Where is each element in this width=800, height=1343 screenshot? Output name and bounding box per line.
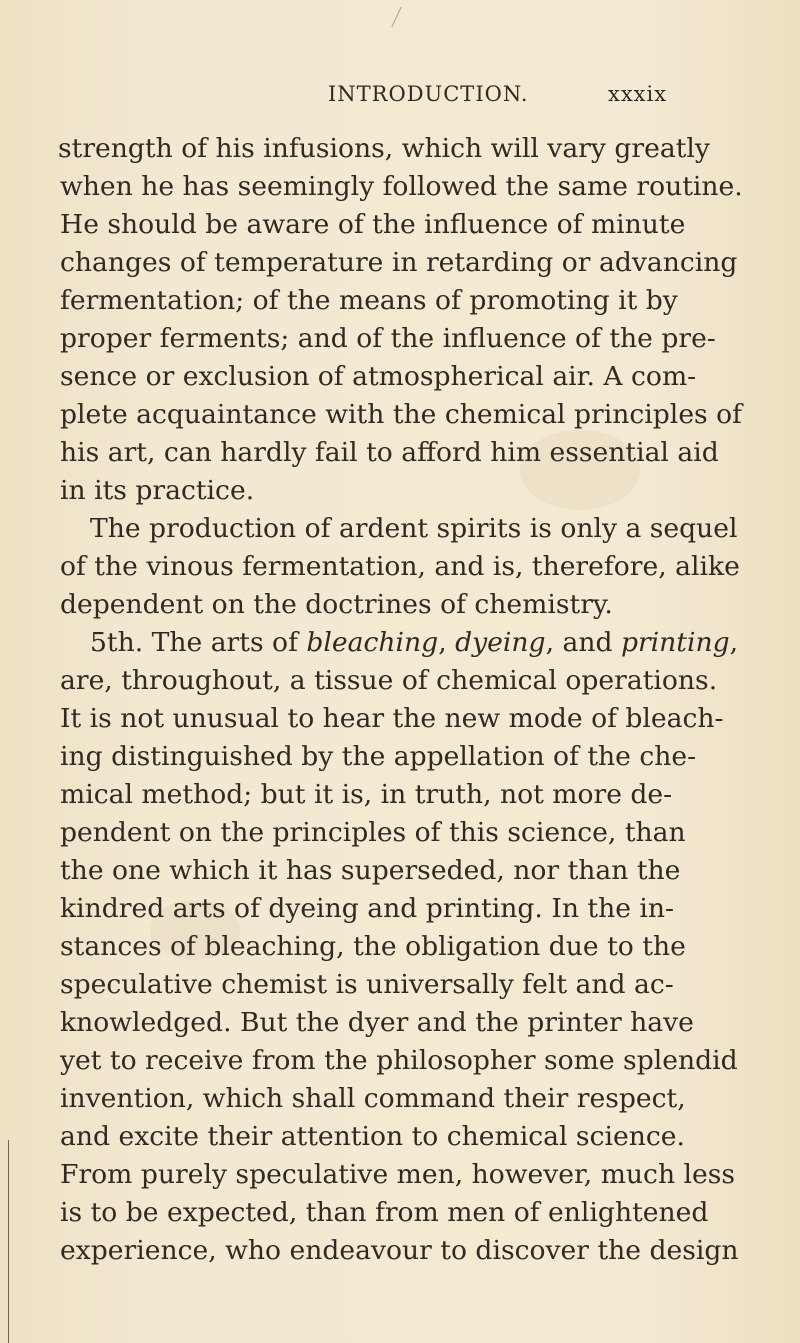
text-line: sence or exclusion of atmospherical air. A com- <box>60 361 697 392</box>
header-title: INTRODUCTION. <box>328 82 529 106</box>
text-line: invention, which shall command their respect, <box>60 1083 686 1114</box>
text-line: when he has seemingly followed the same routine. <box>60 171 743 202</box>
text-line: dependent on the doctrines of chemistry. <box>60 589 613 620</box>
italic-term: printing <box>620 627 730 658</box>
text-line: ing distinguished by the appellation of the che- <box>60 741 697 772</box>
margin-mark <box>391 7 401 27</box>
text-line <box>90 624 738 662</box>
running-header <box>0 82 800 112</box>
text-line: stances of bleaching, the obligation due to the <box>60 931 686 962</box>
italic-term: bleaching <box>306 627 439 658</box>
text-line: the one which it has superseded, nor than the <box>60 855 681 886</box>
text-run: 5th. The arts of <box>90 627 307 658</box>
text-line: experience, who endeavour to discover the design <box>60 1235 739 1266</box>
text-line: and excite their attention to chemical science. <box>60 1121 685 1152</box>
text-line: proper ferments; and of the influence of the pre- <box>60 323 716 354</box>
text-line: fermentation; of the means of promoting it by <box>60 285 678 316</box>
text-line: pendent on the principles of this science, than <box>60 817 686 848</box>
text-line: changes of temperature in retarding or advancing <box>60 247 738 278</box>
text-run: , and <box>545 627 621 658</box>
text-line: kindred arts of dyeing and printing. In the in- <box>60 893 675 924</box>
text-line: is to be expected, than from men of enlightened <box>60 1197 709 1228</box>
text-line: of the vinous fermentation, and is, therefore, alike <box>60 551 740 582</box>
text-line: yet to receive from the philosopher some splendid <box>60 1045 738 1076</box>
text-line: From purely speculative men, however, much less <box>60 1159 736 1190</box>
page-edge-line <box>8 1140 9 1343</box>
page-number: xxxix <box>608 82 668 106</box>
text-run: , <box>438 627 456 658</box>
text-line: It is not unusual to hear the new mode of bleach- <box>60 703 724 734</box>
text-line: plete acquaintance with the chemical principles of <box>60 399 743 430</box>
text-line: The production of ardent spirits is only a sequel <box>90 513 738 544</box>
text-line: his art, can hardly fail to afford him essential aid <box>60 437 719 468</box>
text-run: , <box>729 627 739 658</box>
text-line: in its practice. <box>60 475 255 506</box>
text-line: mical method; but it is, in truth, not more de- <box>60 779 673 810</box>
text-line: He should be aware of the influence of minute <box>60 209 686 240</box>
text-line: strength of his infusions, which will vary greatly <box>58 133 710 164</box>
text-line: knowledged. But the dyer and the printer have <box>60 1007 694 1038</box>
italic-term: dyeing <box>455 627 546 658</box>
text-line: speculative chemist is universally felt and ac- <box>60 969 674 1000</box>
text-line: are, throughout, a tissue of chemical operations. <box>60 665 718 696</box>
